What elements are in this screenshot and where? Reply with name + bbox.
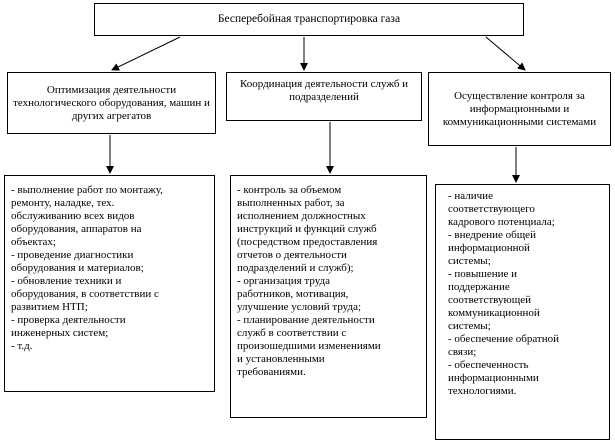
header-box-1 bbox=[7, 72, 216, 134]
list-box-1 bbox=[4, 175, 215, 392]
header-text-1: Оптимизация деятельности технологического оборудования, машин и других агрегатов bbox=[13, 83, 210, 122]
arrow-title-to-header-3 bbox=[486, 37, 525, 70]
list-text-1: - выполнение работ по монтажу, ремонту, наладке, тех. обслуживанию всех видов оборудования, аппаратов на объектах; - проведение диагностики оборудования и материалов; - обновление техники и оборудования, в соответствии с развитием НТП; - проверка деятельности инженерных систем; - т.д. bbox=[11, 184, 163, 352]
list-box-2 bbox=[230, 175, 427, 418]
arrow-title-to-header-1 bbox=[112, 37, 180, 70]
header-text-2: Координация деятельности служб и подразделений bbox=[239, 78, 409, 103]
header-text-3: Осуществление контроля за информационными и коммуникационными системами bbox=[442, 89, 597, 128]
title-text: Бесперебойная транспортировка газа bbox=[217, 13, 401, 25]
list-text-3: - наличие соответствующего кадрового потенциала; - внедрение общей информационной системы; - повышение и поддержание соответствующей коммуникационной системы; - обеспечение обратной связи; - обеспеченность информационными технологиями. bbox=[448, 190, 559, 397]
title-box bbox=[94, 3, 524, 36]
header-box-2 bbox=[226, 72, 422, 121]
header-box-3 bbox=[428, 72, 611, 146]
list-text-2: - контроль за объемом выполненных работ, за исполнением должностных инструкций и функций служб (посредством предоставления отчетов о деятельности подразделений и служб); - организация труда работников, мотивация, улучшение условий труда; - планирование деятельности служб в соответствии с произошедшими изменениями и установленными требованиями. bbox=[237, 184, 381, 378]
list-box-3 bbox=[435, 184, 610, 440]
